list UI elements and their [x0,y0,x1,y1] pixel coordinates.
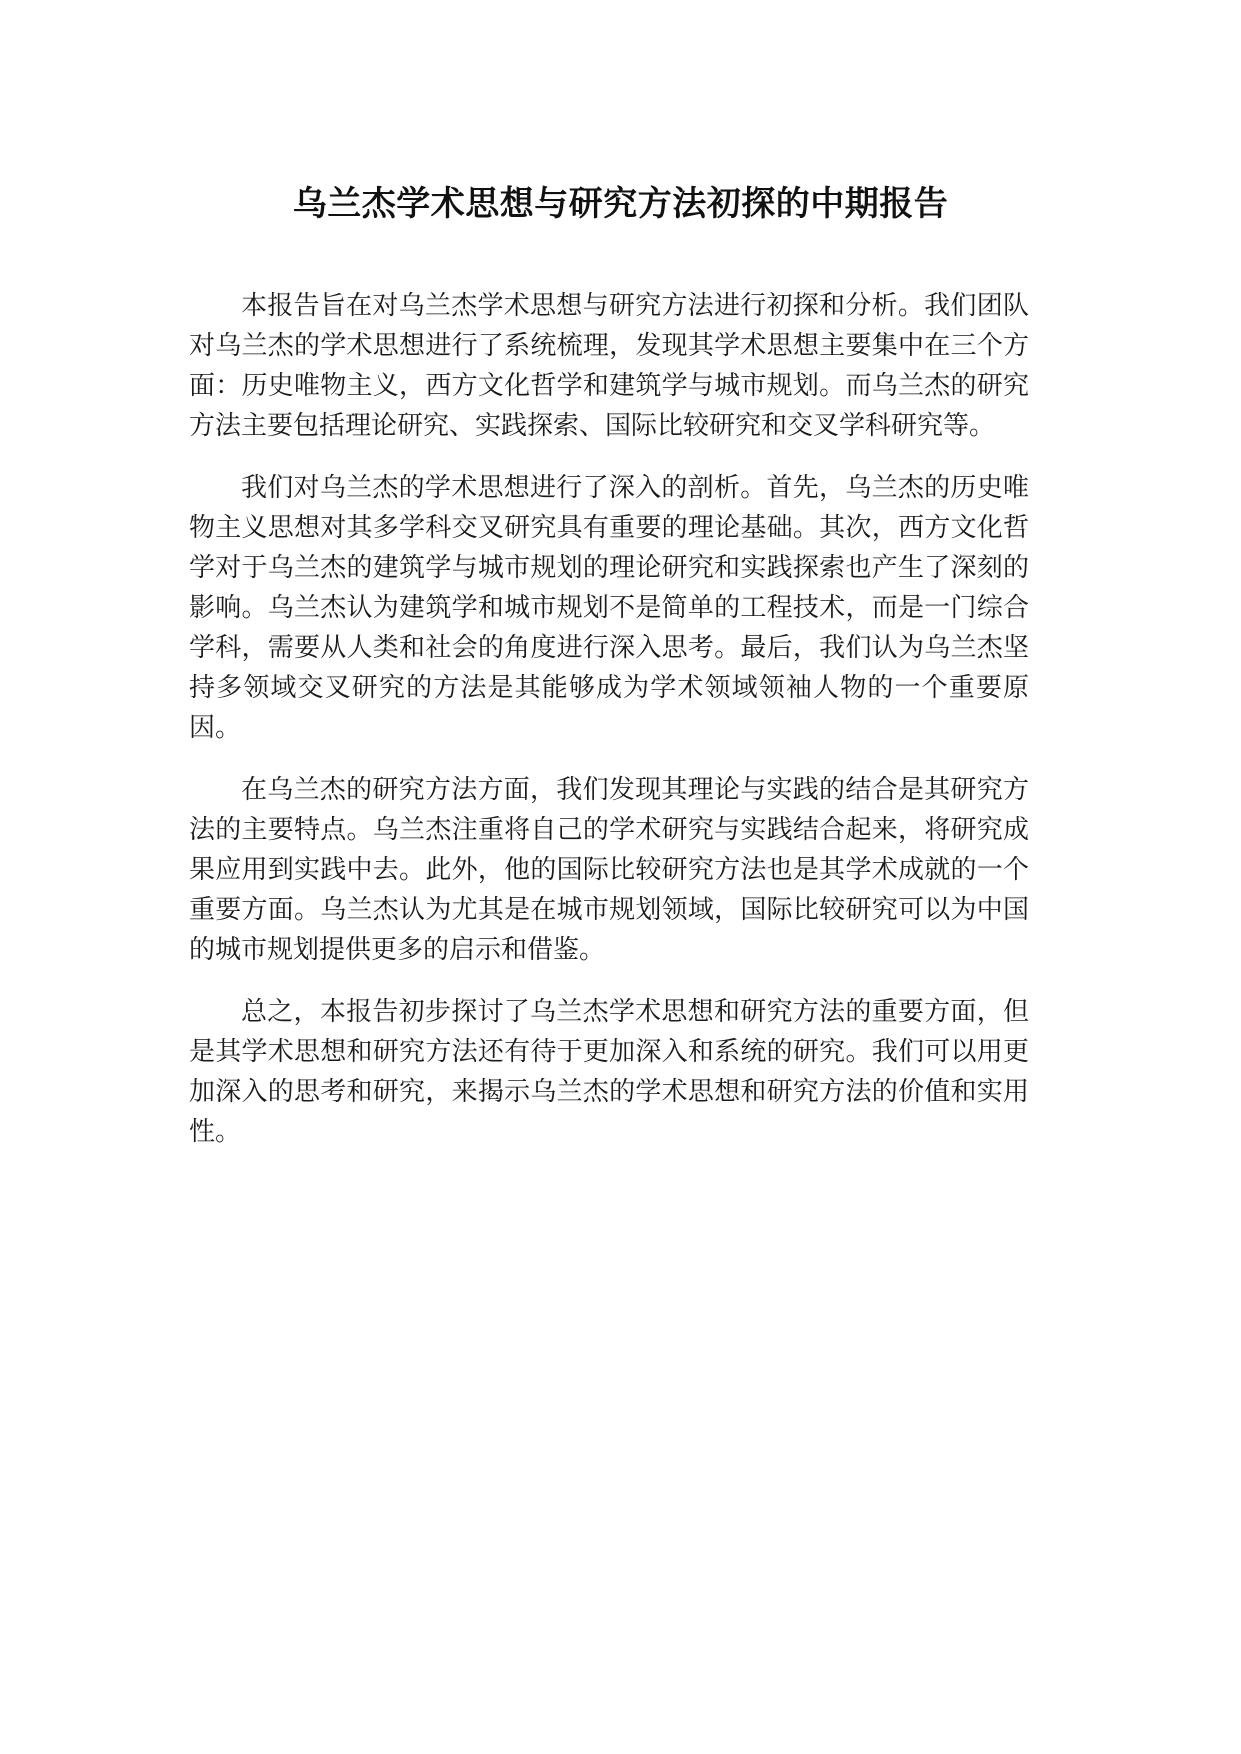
paragraph-2: 我们对乌兰杰的学术思想进行了深入的剖析。首先，乌兰杰的历史唯物主义思想对其多学科交叉研究具有重要的理论基础。其次，西方文化哲学对于乌兰杰的建筑学与城市规划的理论研究和实践探索也产生了深刻的影响。乌兰杰认为建筑学和城市规划不是简单的工程技术，而是一门综合学科，需要从人类和社会的角度进行深入思考。最后，我们认为乌兰杰坚持多领域交叉研究的方法是其能够成为学术领域领袖人物的一个重要原因。 [189,473,1029,743]
paragraph-1: 本报告旨在对乌兰杰学术思想与研究方法进行初探和分析。我们团队对乌兰杰的学术思想进行了系统梳理，发现其学术思想主要集中在三个方面：历史唯物主义，西方文化哲学和建筑学与城市规划。而乌兰杰的研究方法主要包括理论研究、实践探索、国际比较研究和交叉学科研究等。 [189,291,1029,441]
document-body [189,286,1029,1174]
paragraph-3: 在乌兰杰的研究方法方面，我们发现其理论与实践的结合是其研究方法的主要特点。乌兰杰注重将自己的学术研究与实践结合起来，将研究成果应用到实践中去。此外，他的国际比较研究方法也是其学术成就的一个重要方面。乌兰杰认为尤其是在城市规划领域，国际比较研究可以为中国的城市规划提供更多的启示和借鉴。 [189,775,1029,965]
document-title: 乌兰杰学术思想与研究方法初探的中期报告 [292,184,949,224]
paragraph-4: 总之，本报告初步探讨了乌兰杰学术思想和研究方法的重要方面，但是其学术思想和研究方法还有待于更加深入和系统的研究。我们可以用更加深入的思考和研究，来揭示乌兰杰的学术思想和研究方法的价值和实用性。 [189,997,1029,1147]
